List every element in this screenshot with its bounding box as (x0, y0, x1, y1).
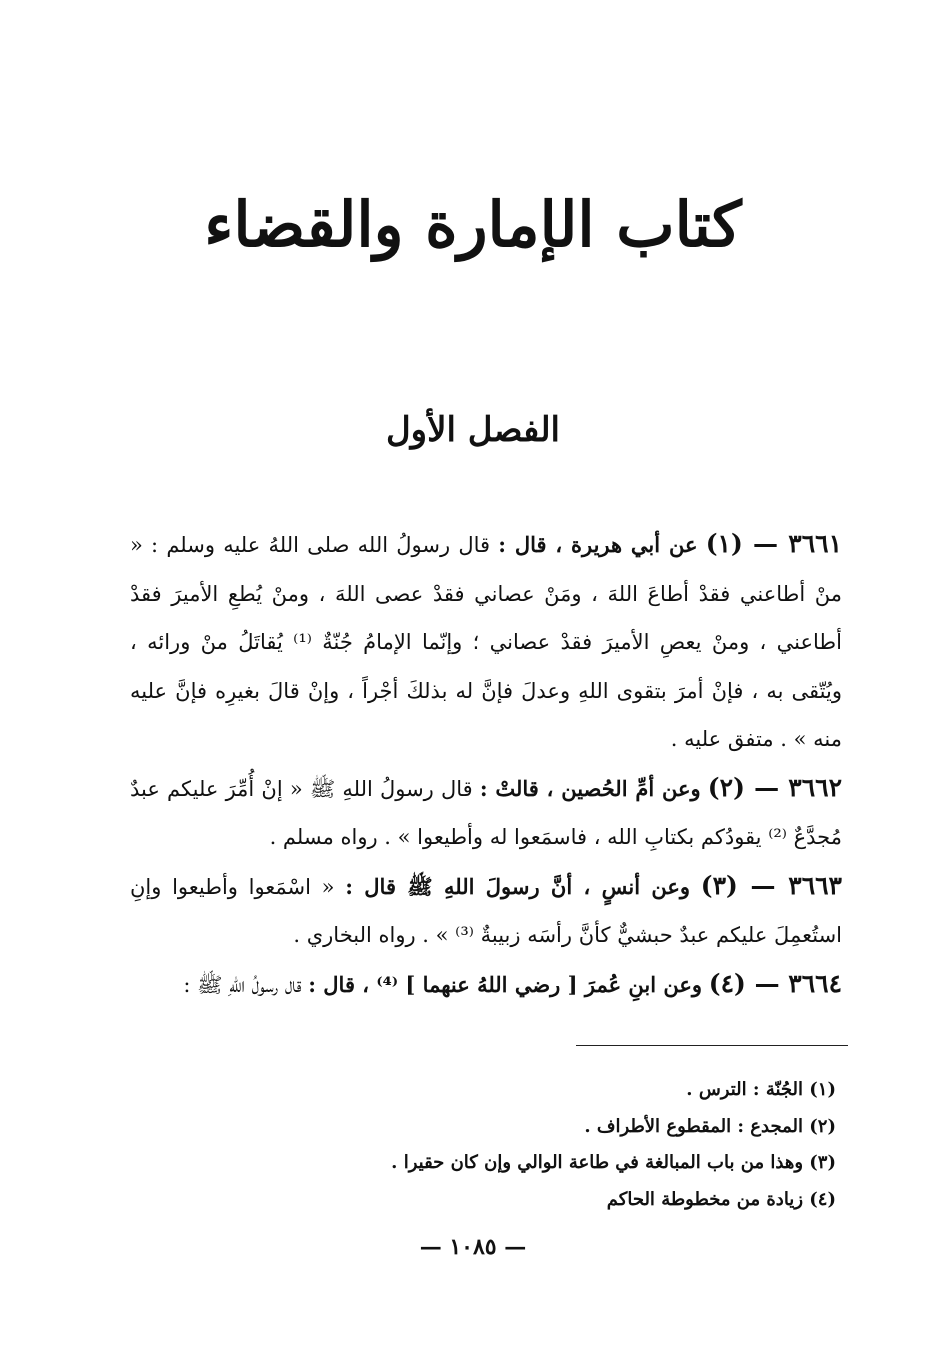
hadith-text: « اسْمَعوا وأطيعوا وإنِ استُعمِلَ عليكم عبدٌ حبشيٌّ كأنَّ رأسَه زبيبةٌ ⁽³⁾ » . رواه البخاري . (130, 874, 842, 947)
page-number: — ١٠٨٥ — (419, 1234, 527, 1260)
hadith-3664 (130, 960, 842, 1010)
hadith-body (130, 520, 842, 1009)
hadith-3661 (130, 520, 842, 764)
hadith-text: قال رسولُ اللهِ ﷺ : (183, 972, 302, 997)
footnote-3: (٣) وهذا من باب المبالغة في طاعة الوالي وإن كان حقيرا . (391, 1152, 836, 1173)
hadith-intro: وعن أنسٍ ، أنَّ رسولَ اللهِ ﷺ قال : (345, 873, 691, 899)
hadith-3663 (130, 862, 842, 960)
footnote-divider (576, 1045, 848, 1046)
footnote-2: (٢) المجدع : المقطوع الأطراف . (584, 1115, 836, 1137)
hadith-intro: وعن أمِّ الحُصين ، قالتْ : (479, 775, 701, 801)
hadith-number: ٣٦٦١ — (١) (705, 529, 842, 558)
hadith-number: ٣٦٦٣ — (٣) (700, 870, 842, 900)
hadith-intro: عن أبي هريرة ، قال : (498, 532, 698, 557)
footnote-1: (١) الجُنّة : الترس . (686, 1079, 836, 1100)
hadith-intro: وعن ابنِ عُمرَ [ رضي اللهُ عنهما ] ⁽⁴⁾ ، قال : (308, 971, 703, 997)
footnote-4: (٤) زيادة من مخطوطة الحاكم (606, 1188, 836, 1210)
hadith-number: ٣٦٦٢ — (٢) (707, 772, 842, 802)
book-title: كتاب الإمارة والقضاء (204, 188, 742, 261)
section-title: الفصل الأول (385, 410, 561, 450)
hadith-text: قال رسولُ الله صلى اللهُ عليه وسلم : « منْ أطاعني فقدْ أطاعَ اللهَ ، ومَنْ عصاني فقدْ عصى اللهَ ، ومنْ يُطعِ الأميرَ فقدْ أطاعني ، ومنْ يعصِ الأميرَ فقدْ عصاني ؛ وإنّما الإمامُ جُنّةٌ ⁽¹⁾ يُقاتَلُ منْ ورائه ، ويُتّقى به ، فإنْ أمرَ بتقوى اللهِ وعدلَ فإنَّ له بذلكَ أجْراً ، وإنْ قالَ بغيرِه فإنَّ عليه منه » . متفق عليه . (130, 533, 842, 751)
hadith-number: ٣٦٦٤ — (٤) (708, 968, 842, 998)
hadith-text: قال رسولُ اللهِ ﷺ « إنْ أُمِّرَ عليكم عبدٌ مُجدَّعٌ ⁽²⁾ يقودُكم بكتابِ الله ، فاسمَعوا له وأطيعوا » . رواه مسلم . (130, 776, 842, 849)
hadith-3662 (130, 764, 842, 862)
footnotes (300, 1072, 836, 1218)
